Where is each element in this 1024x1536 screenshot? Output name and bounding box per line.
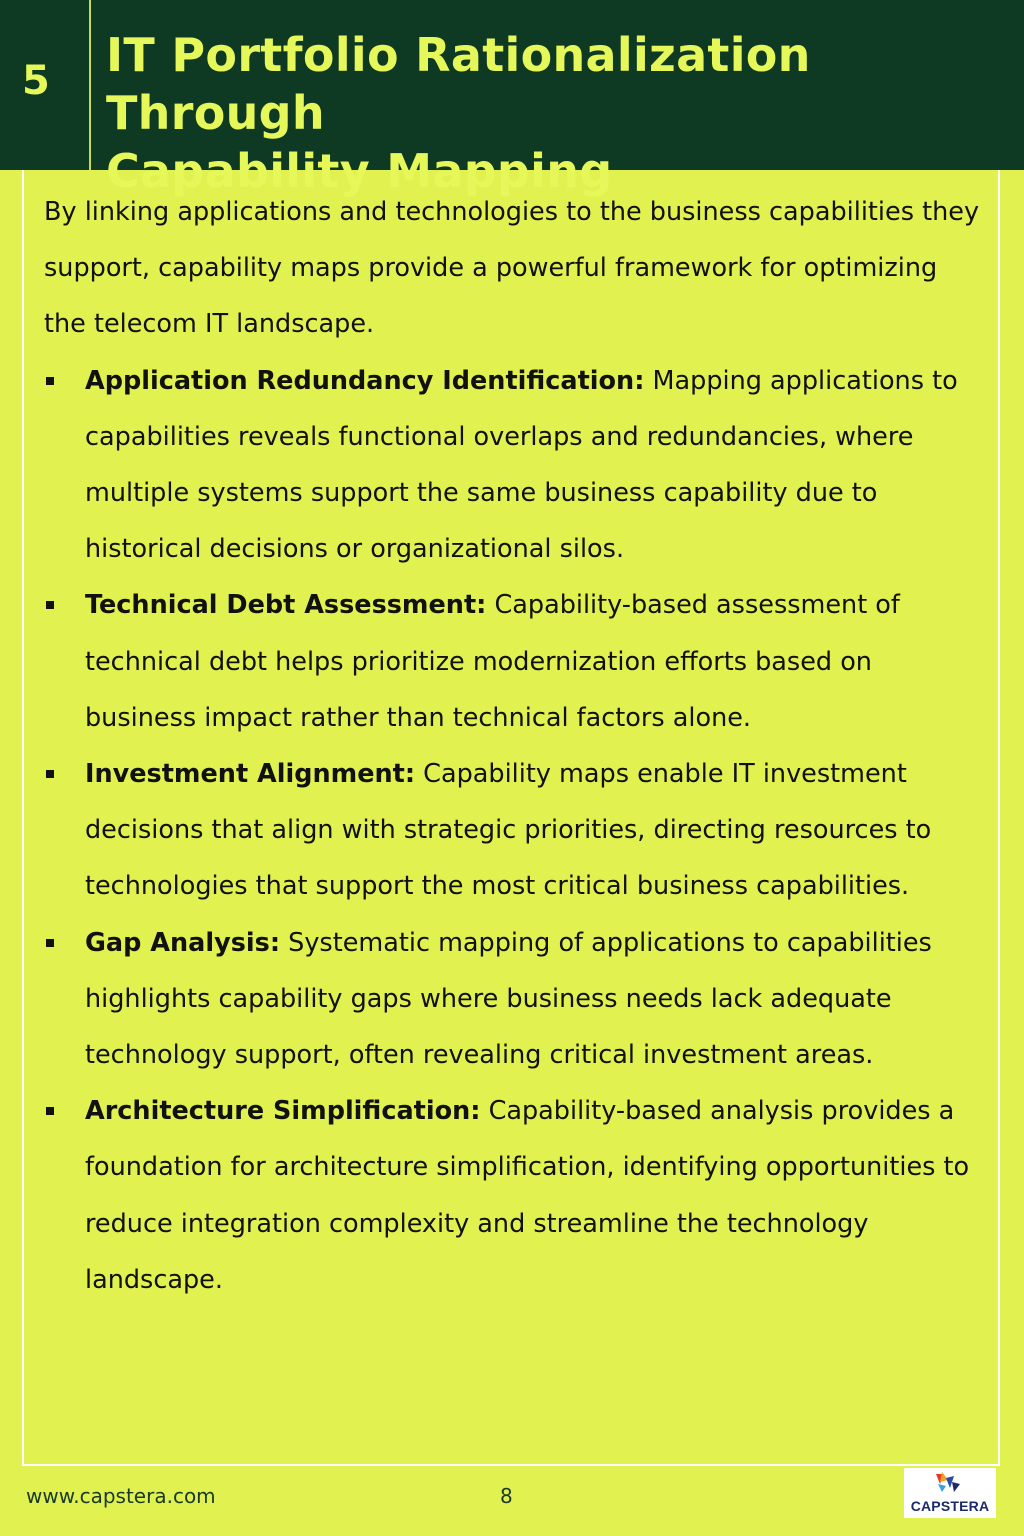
square-bullet-icon (46, 770, 54, 778)
footer-url-link[interactable]: www.capstera.com (26, 1484, 216, 1508)
bullet-list (44, 353, 984, 1308)
bullet-item-technical-debt (44, 577, 984, 746)
bullet-term: Investment Alignment: (85, 759, 416, 790)
square-bullet-icon (46, 1107, 54, 1115)
square-bullet-icon (46, 377, 54, 385)
bullet-text: Mapping applications to capabilities reveals functional overlaps and redundancies, where multiple systems support the same business capability due to historical decisions or organizational silos. (85, 365, 958, 565)
page-title-line-1: IT Portfolio Rationalization Through (106, 28, 811, 140)
capstera-logo-icon (932, 1470, 968, 1496)
bullet-text: Capability-based assessment of technical debt helps prioritize modernization efforts based on business impact rather than technical factors alone. (85, 590, 900, 733)
page-header (0, 0, 1024, 198)
page-number: 8 (500, 1484, 513, 1508)
header-divider (89, 0, 91, 170)
bullet-item-gap-analysis (44, 915, 984, 1084)
bullet-item-investment (44, 746, 984, 915)
bullet-item-redundancy (44, 353, 984, 578)
bullet-item-architecture (44, 1083, 984, 1308)
bullet-term: Gap Analysis: (85, 927, 281, 958)
square-bullet-icon (46, 939, 54, 947)
section-number: 5 (22, 58, 50, 104)
capstera-logo (904, 1468, 996, 1518)
content-body (44, 184, 984, 1308)
square-bullet-icon (46, 601, 54, 609)
page-title-line-2: Capability Mapping (106, 144, 613, 198)
logo-wordmark: CAPSTERA (910, 1498, 990, 1514)
bullet-text: Capability maps enable IT investment decisions that align with strategic priorities, directing resources to technologies that support the most critical business capabilities. (85, 759, 932, 902)
bullet-term: Technical Debt Assessment: (85, 590, 487, 621)
intro-paragraph: By linking applications and technologies to the business capabilities they support, capability maps provide a powerful framework for optimizing the telecom IT landscape. (44, 197, 980, 340)
bullet-term: Architecture Simplification: (85, 1096, 481, 1127)
bullet-term: Application Redundancy Identification: (85, 365, 645, 396)
bullet-text: Capability-based analysis provides a foundation for architecture simplification, identifying opportunities to reduce integration complexity and streamline the technology landscape. (85, 1096, 970, 1295)
bullet-text: Systematic mapping of applications to capabilities highlights capability gaps where business needs lack adequate technology support, often revealing critical investment areas. (85, 927, 932, 1071)
